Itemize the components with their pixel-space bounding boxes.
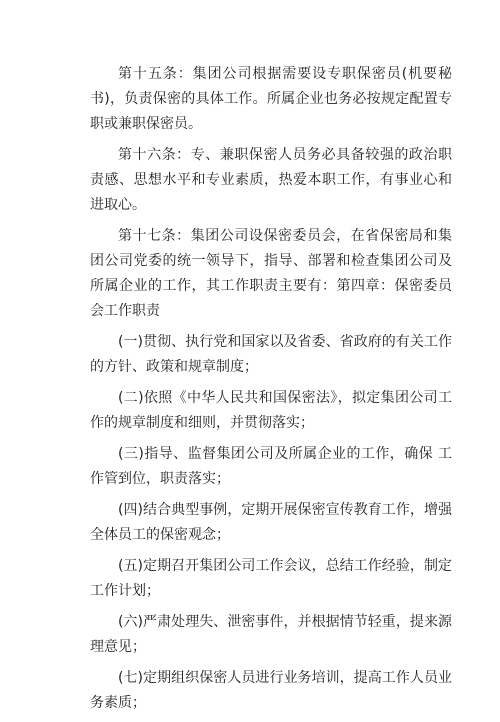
article-17-paragraph: 第十七条：集团公司设保密委员会，在省保密局和集团公司党委的统一领导下，指导、部署和检查集团公司及所属企业的工作，其工作职责主要有：第四章：保密委员会工作职责 — [90, 228, 452, 319]
duty-item-1: (一)贯彻、执行党和国家以及省委、省政府的有关工作的方针、政策和规章制度； — [90, 334, 452, 375]
duty-item-7: (七)定期组织保密人员进行业务培训，提高工作人员业务素质； — [90, 670, 452, 711]
duty-item-3: (三)指导、监督集团公司及所属企业的工作，确保 工作管到位，职责落实； — [90, 446, 452, 487]
duty-item-2: (二)依照《中华人民共和国保密法》，拟定集团公司工作的规章制度和细则，并贯彻落实； — [90, 390, 452, 431]
duty-item-4: (四)结合典型事例，定期开展保密宣传教育工作，增强全体员工的保密观念； — [90, 502, 452, 543]
duty-item-6: (六)严肃处理失、泄密事件，并根据情节轻重，提来源理意见； — [90, 614, 452, 655]
article-16-paragraph: 第十六条：专、兼职保密人员务必具备较强的政治职责感、思想水平和专业素质，热爱本职工作，有事业心和进取心。 — [90, 147, 452, 213]
document-body — [90, 62, 452, 722]
duty-item-5: (五)定期召开集团公司工作会议，总结工作经验，制定工作计划； — [90, 558, 452, 599]
article-15-paragraph: 第十五条：集团公司根据需要设专职保密员(机要秘书)，负责保密的具体工作。所属企业也务必按规定配置专职或兼职保密员。 — [90, 66, 452, 132]
